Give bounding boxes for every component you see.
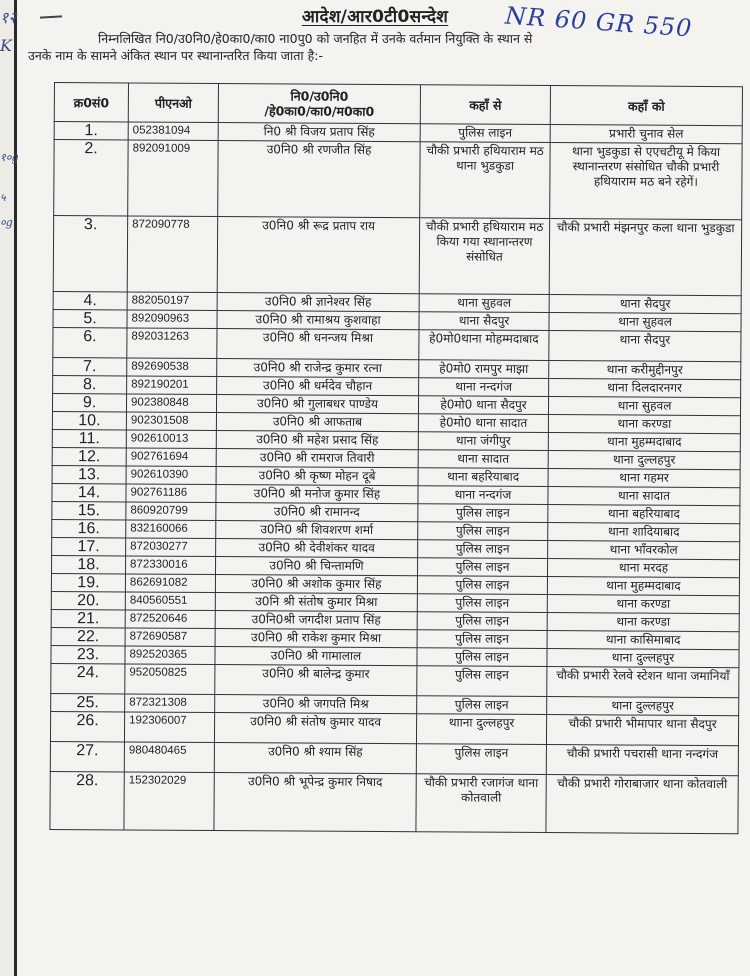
pno-cell: 892190201 xyxy=(127,376,217,395)
to-cell: थाना शादियाबाद xyxy=(548,523,740,542)
serial-no-cell: 11. xyxy=(52,429,126,447)
from-cell: चौकी प्रभारी रजागंज थाना कोतवाली xyxy=(416,774,546,833)
margin-mark: K xyxy=(0,36,12,55)
to-cell: प्रभारी चुनाव सेल xyxy=(550,125,742,144)
from-cell: थाना नन्दगंज xyxy=(418,486,548,505)
intro-line-1: निम्नलिखित नि0/उ0नि0/हे0का0/का0 ना0पु0 को जनहित में उनके वर्तमान नियुक्ति के स्थान से xyxy=(98,31,533,46)
intro-line-2: उनके नाम के सामने अंकित स्थान पर स्थानान्तरित किया जाता है:- xyxy=(28,48,323,63)
name-cell: उ0नि श्री संतोष कुमार मिश्रा xyxy=(215,592,417,611)
name-cell: उ0नि0 श्री शिवशरण शर्मा xyxy=(216,520,418,539)
to-cell: थाना कासिमाबाद xyxy=(547,631,739,650)
serial-no-cell: 10. xyxy=(52,411,126,429)
serial-no-cell: 26. xyxy=(50,711,124,741)
table-row xyxy=(53,327,741,361)
from-cell: पुलिस लाइन xyxy=(417,594,547,613)
to-cell: थाना दुल्लहपुर xyxy=(547,649,739,668)
to-cell: थाना मरदह xyxy=(547,559,739,578)
serial-no-cell: 20. xyxy=(51,591,125,609)
header-name-line-2: /हे0का0/का0/म0का0 xyxy=(264,103,375,119)
from-cell: पुलिस लाइन xyxy=(420,124,550,143)
pno-cell: 872330016 xyxy=(125,556,215,575)
name-cell: उ0नि0 श्री गुलाबधर पाण्डेय xyxy=(216,394,418,413)
serial-no-cell: 27. xyxy=(50,741,124,771)
from-cell: थााना दुल्लहपुर xyxy=(416,714,546,745)
to-cell: थाना दिलदारनगर xyxy=(549,379,741,398)
pno-cell: 980480465 xyxy=(124,742,214,773)
serial-no-cell: 15. xyxy=(52,501,126,519)
pno-cell: 860920799 xyxy=(126,502,216,521)
from-cell: पुलिस लाइन xyxy=(417,648,547,667)
serial-no-cell: 22. xyxy=(51,627,125,645)
serial-no-cell: 9. xyxy=(52,393,126,411)
pno-cell: 892090963 xyxy=(127,310,217,329)
pno-cell: 872520646 xyxy=(125,610,215,629)
table-row xyxy=(51,663,739,697)
to-cell: चौकी प्रभारी मंझनपुर कला थाना भुडकुडा xyxy=(549,219,741,296)
from-cell: थाना सैदपुर xyxy=(419,312,549,331)
serial-no-cell: 17. xyxy=(52,537,126,555)
name-cell: उ0नि0 श्री महेश प्रसाद सिंह xyxy=(216,430,418,449)
to-cell: थाना दुल्लहपुर xyxy=(547,697,739,716)
serial-no-cell: 14. xyxy=(52,483,126,501)
pno-cell: 152302029 xyxy=(124,772,214,831)
pno-cell: 872090778 xyxy=(127,216,217,293)
name-cell: नि0 श्री विजय प्रताप सिंह xyxy=(218,123,420,142)
to-cell: थाना करीमुद्दीनपुर xyxy=(549,361,741,380)
to-cell: थाना गहमर xyxy=(548,469,740,488)
name-cell: उ0नि0 श्री संतोष कुमार यादव xyxy=(214,712,416,743)
serial-no-cell: 25. xyxy=(51,693,125,711)
pno-cell: 872690587 xyxy=(125,628,215,647)
pno-cell: 902761694 xyxy=(126,448,216,467)
margin-mark: ०g xyxy=(0,216,13,229)
to-cell: थाना करण्डा xyxy=(547,613,739,632)
pno-cell: 902761186 xyxy=(126,484,216,503)
from-cell: पुलिस लाइन xyxy=(418,504,548,523)
name-cell: उ0नि0 श्री चिन्तामणि xyxy=(215,556,417,575)
pno-cell: 832160066 xyxy=(126,520,216,539)
from-cell: पुलिस लाइन xyxy=(417,666,547,697)
from-cell: पुलिस लाइन xyxy=(417,558,547,577)
header-to: कहाँ को xyxy=(550,86,742,126)
serial-no-cell: 5. xyxy=(53,309,127,327)
pno-cell: 892690538 xyxy=(127,358,217,377)
from-cell: पुलिस लाइन xyxy=(417,612,547,631)
from-cell: पुलिस लाइन xyxy=(417,576,547,595)
to-cell: थाना बहरियाबाद xyxy=(548,505,740,524)
from-cell: पुलिस लाइन xyxy=(417,630,547,649)
name-cell: उ0नि0 श्री रूद्र प्रताप राय xyxy=(217,217,419,294)
pno-cell: 840560551 xyxy=(125,592,215,611)
name-cell: उ0नि0 श्री राकेश कुमार मिश्रा xyxy=(215,628,417,647)
to-cell: थाना मुहम्मदाबाद xyxy=(548,433,740,452)
table-row xyxy=(50,741,738,775)
name-cell: उ0नि0 श्री मनोज कुमार सिंह xyxy=(216,484,418,503)
name-cell: उ0नि0 श्री आफताब xyxy=(216,412,418,431)
name-cell: उ0नि0 श्री धर्मदेव चौहान xyxy=(217,376,419,395)
from-cell: हे0मो0 थाना सादात xyxy=(418,414,548,433)
serial-no-cell: 28. xyxy=(50,771,124,829)
name-cell: उ0नि0 श्री अशोक कुमार सिंह xyxy=(215,574,417,593)
serial-no-cell: 3. xyxy=(53,216,127,292)
pno-cell: 052381094 xyxy=(128,122,218,141)
to-cell: थाना भाँवरकोल xyxy=(548,541,740,560)
pno-cell: 882050197 xyxy=(127,292,217,311)
margin-mark: १२ xyxy=(0,8,17,27)
pno-cell: 902610390 xyxy=(126,466,216,485)
to-cell: थाना सादात xyxy=(548,487,740,506)
name-cell: उ0नि0 श्री रामाश्रय कुशवाहा xyxy=(217,311,419,330)
serial-no-cell: 23. xyxy=(51,645,125,663)
header-name-line-1: नि0/उ0नि0 xyxy=(290,88,349,104)
to-cell: चौकी प्रभारी पचरासी थाना नन्दगंज xyxy=(546,745,738,776)
pno-cell: 902380848 xyxy=(126,394,216,413)
from-cell: हे0मो0 थाना सैदपुर xyxy=(418,396,548,415)
header-name xyxy=(218,84,420,124)
name-cell: उ0नि0 श्री रामराज तिवारी xyxy=(216,448,418,467)
from-cell: थाना सुहवल xyxy=(419,294,549,313)
from-cell: पुलिस लाइन xyxy=(418,540,548,559)
handwritten-note: NR 60 GR 550 xyxy=(504,1,694,43)
to-cell: चौकी प्रभारी गोराबाजार थाना कोतवाली xyxy=(546,775,738,834)
name-cell: उ0नि0 श्री कृष्ण मोहन दूबे xyxy=(216,466,418,485)
to-cell: थाना सैदपुर xyxy=(549,295,741,314)
name-cell: उ0नि0 श्री रामानन्द xyxy=(216,502,418,521)
name-cell: उ0नि0 श्री रणजीत सिंह xyxy=(218,141,420,218)
intro-paragraph xyxy=(28,30,728,64)
table-row xyxy=(54,140,742,220)
transfer-table xyxy=(49,82,743,834)
pno-cell: 902610013 xyxy=(126,430,216,449)
serial-no-cell: 8. xyxy=(53,375,127,393)
serial-no-cell: 2. xyxy=(54,140,128,216)
pno-cell: 872030277 xyxy=(126,538,216,557)
pno-cell: 862691082 xyxy=(125,574,215,593)
to-cell: थाना सैदपुर xyxy=(549,331,741,362)
serial-no-cell: 1. xyxy=(54,122,128,140)
name-cell: उ0नि0श्री जगदीश प्रताप सिंह xyxy=(215,610,417,629)
from-cell: हे0मो0 रामपुर माझा xyxy=(419,360,549,379)
serial-no-cell: 7. xyxy=(53,357,127,375)
margin-mark: ५ xyxy=(0,191,6,204)
margin-mark: १०g xyxy=(0,151,19,164)
from-cell: थाना जंगीपुर xyxy=(418,432,548,451)
serial-no-cell: 4. xyxy=(53,291,127,309)
pno-cell: 192306007 xyxy=(124,712,214,743)
to-cell: थाना भुडकुडा से एएचटीयू मे किया स्थानान्तरण संसोधित चौकी प्रभारी हथियाराम मठ बने रहेगें। xyxy=(550,143,742,220)
serial-no-cell: 6. xyxy=(53,327,127,357)
to-cell: चौकी प्रभारी भीमापार थाना सैदपुर xyxy=(546,715,738,746)
pno-cell: 892091009 xyxy=(128,140,218,217)
from-cell: पुलिस लाइन xyxy=(418,522,548,541)
pno-cell: 872321308 xyxy=(125,694,215,713)
from-cell: थाना नन्दगंज xyxy=(419,378,549,397)
from-cell: पुलिस लाइन xyxy=(416,744,546,775)
to-cell: थाना सुहवल xyxy=(549,313,741,332)
table-row xyxy=(53,216,741,296)
name-cell: उ0नि0 श्री बालेन्द्र कुमार xyxy=(215,664,417,695)
name-cell: उ0नि0 श्री गामालाल xyxy=(215,646,417,665)
page-left-margin xyxy=(0,0,17,976)
serial-no-cell: 19. xyxy=(51,573,125,591)
to-cell: थाना दुल्लहपुर xyxy=(548,451,740,470)
name-cell: उ0नि0 श्री भूपेन्द्र कुमार निषाद xyxy=(214,772,416,831)
serial-no-cell: 21. xyxy=(51,609,125,627)
name-cell: उ0नि0 श्री ज्ञानेश्वर सिंह xyxy=(217,293,419,312)
name-cell: उ0नि0 श्री श्याम सिंह xyxy=(214,742,416,773)
serial-no-cell: 16. xyxy=(52,519,126,537)
to-cell: थाना मुहम्मदाबाद xyxy=(547,577,739,596)
serial-no-cell: 12. xyxy=(52,447,126,465)
from-cell: थाना सादात xyxy=(418,450,548,469)
header-pno: पीएनओ xyxy=(128,83,218,123)
to-cell: चौकी प्रभारी रेलवे स्टेशन थाना जमानियाँ xyxy=(547,667,739,698)
serial-no-cell: 18. xyxy=(51,555,125,573)
table-header-row xyxy=(54,83,742,126)
name-cell: उ0नि0 श्री देवीशंकर यादव xyxy=(216,538,418,557)
to-cell: थाना सुहवल xyxy=(548,397,740,416)
serial-no-cell: 13. xyxy=(52,465,126,483)
name-cell: उ0नि0 श्री धनन्जय मिश्रा xyxy=(217,329,419,360)
table-row xyxy=(50,771,738,833)
name-cell: उ0नि0 श्री जगपति मिश्र xyxy=(215,694,417,713)
serial-no-cell: 24. xyxy=(51,663,125,693)
pno-cell: 902301508 xyxy=(126,412,216,431)
to-cell: थाना करण्डा xyxy=(548,415,740,434)
header-from: कहाँ से xyxy=(420,85,550,125)
from-cell: चौकी प्रभारी हथियाराम मठ किया गया स्थानान्तरण संसोधित xyxy=(419,218,549,295)
pno-cell: 892031263 xyxy=(127,328,217,359)
from-cell: पुलिस लाइन xyxy=(417,696,547,715)
to-cell: थाना करण्डा xyxy=(547,595,739,614)
name-cell: उ0नि0 श्री राजेन्द्र कुमार रत्ना xyxy=(217,358,419,377)
from-cell: थाना बहरियाबाद xyxy=(418,468,548,487)
from-cell: चौकी प्रभारी हथियाराम मठ थाना भुडकुडा xyxy=(420,142,550,219)
pno-cell: 952050825 xyxy=(125,664,215,695)
document-title-text: आदेश/आर0टी0सन्देश xyxy=(301,7,449,27)
header-serial-no: क्र0सं0 xyxy=(54,83,128,122)
table-row xyxy=(50,711,738,745)
pno-cell: 892520365 xyxy=(125,646,215,665)
from-cell: हे0मो0थाना मोहम्मदाबाद xyxy=(419,330,549,361)
